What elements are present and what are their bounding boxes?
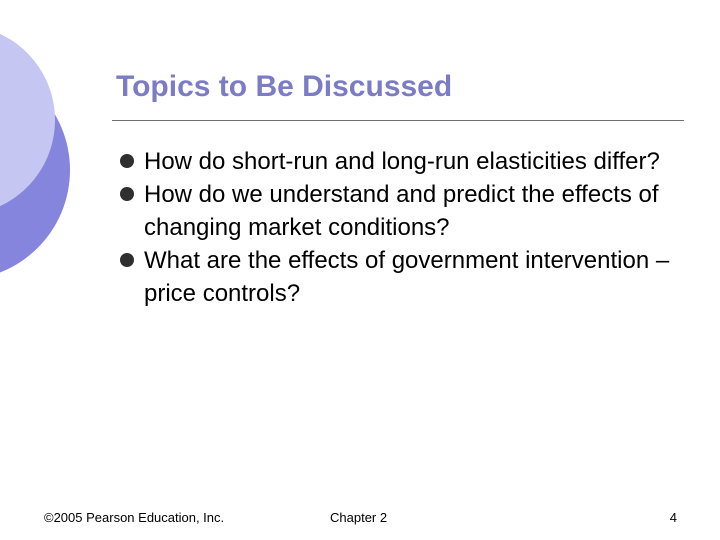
footer-copyright: ©2005 Pearson Education, Inc. [44,510,225,525]
bullet-dot-icon [120,253,134,267]
bullet-text: How do short-run and long-run elasticities differ? [144,148,660,175]
bullet-item [118,244,698,310]
title-divider [112,120,684,121]
bullet-dot-icon [120,187,134,201]
footer-chapter: Chapter 2 [330,510,388,525]
bullet-list [118,145,698,310]
bullet-text: What are the effects of government intervention – price controls? [144,247,670,307]
bullet-dot-icon [120,154,134,168]
footer-page-number: 4 [669,510,677,525]
decorative-circles-icon [0,0,120,300]
slide-title: Topics to Be Discussed [116,70,453,103]
bullet-item [118,178,698,244]
bullet-item [118,145,698,178]
bullet-text: How do we understand and predict the effects of changing market conditions? [144,181,659,241]
